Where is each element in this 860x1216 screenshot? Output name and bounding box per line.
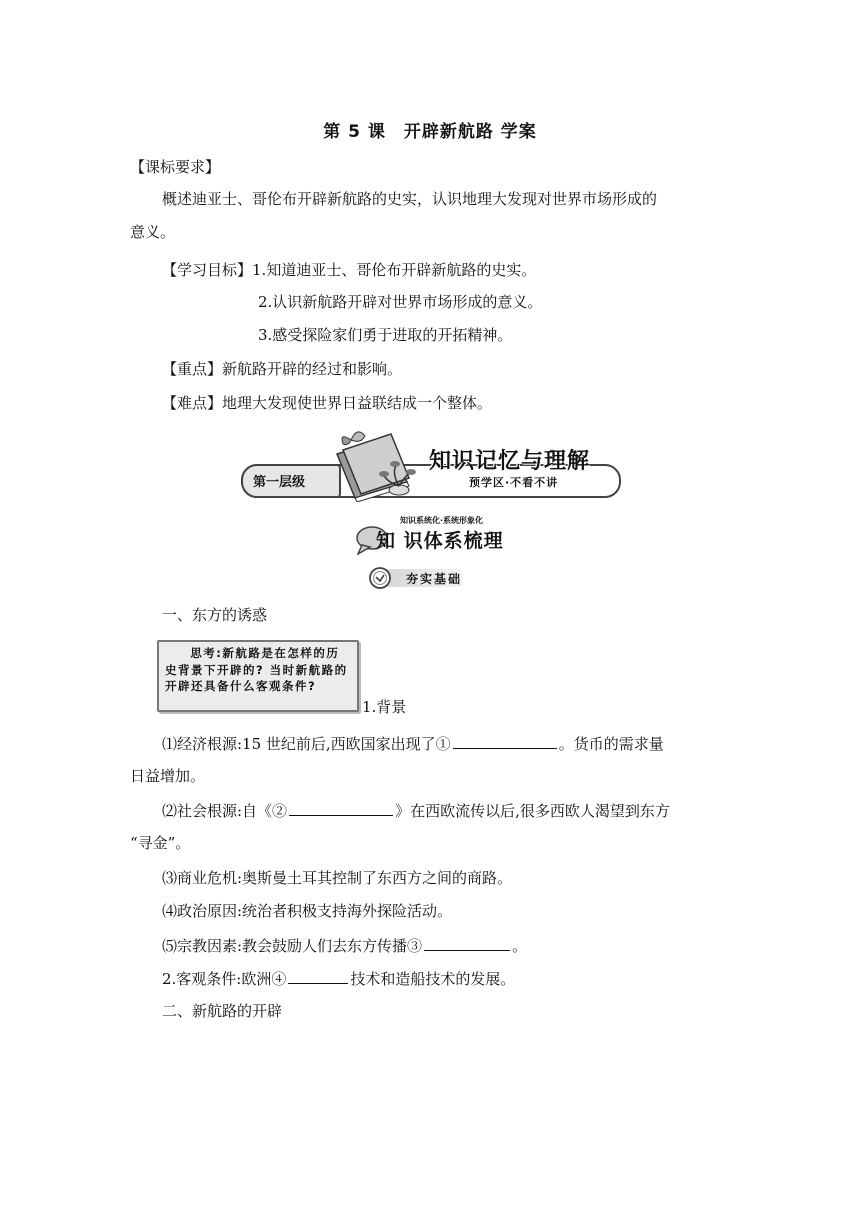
- background-p5: [162, 935, 527, 956]
- background-p1-cont: 日益增加。: [130, 767, 206, 785]
- level-banner: [241, 424, 621, 514]
- difficulty-label: 【难点】: [162, 394, 223, 412]
- banner-title: 知识记忆与理解: [429, 449, 591, 474]
- think-box: [157, 640, 359, 712]
- conditions-text-b: 技术和造船技术的发展。: [350, 970, 516, 988]
- difficulty: [162, 393, 492, 413]
- blank-4[interactable]: [288, 968, 348, 984]
- section1-heading: 一、东方的诱惑: [162, 606, 268, 624]
- curriculum-body-line1: 概述迪亚士、哥伦布开辟新航路的史实，认识地理大发现对世界市场形成的: [162, 190, 658, 208]
- objectives-row1: [162, 260, 536, 280]
- difficulty-text: 地理大发现使世界日益联结成一个整体。: [222, 394, 493, 412]
- blank-3[interactable]: [424, 935, 510, 951]
- think-box-text: 思考:新航路是在怎样的历史背景下开辟的? 当时新航路的开辟还具备什么客观条件?: [165, 646, 348, 693]
- key-point: [162, 359, 402, 379]
- key-point-text: 新航路开辟的经过和影响。: [222, 360, 403, 378]
- page-title: 第 5 课 开辟新航路 学案: [323, 122, 537, 142]
- p5-text-b: 。: [512, 937, 528, 955]
- background-heading: 1.背景: [362, 698, 407, 716]
- book-butterfly-icon: [329, 424, 429, 502]
- objective-item-2: 2.认识新航路开辟对世界市场形成的意义。: [258, 293, 543, 311]
- blank-2[interactable]: [289, 800, 393, 816]
- objective-conditions: [162, 968, 515, 989]
- curriculum-heading: 【课标要求】: [130, 158, 221, 176]
- section-head-small: 知识系统化·系统形象化: [400, 516, 484, 525]
- curriculum-body-line2: 意义。: [130, 223, 176, 241]
- background-p2-cont: “寻金”。: [130, 834, 191, 852]
- p5-text-a: ⑸宗教因素:教会鼓励人们去东方传播③: [162, 937, 423, 955]
- background-p1: [162, 733, 664, 754]
- background-p3: ⑶商业危机:奥斯曼土耳其控制了东西方之间的商路。: [162, 869, 513, 887]
- p2-text-b: 》在西欧流传以后,很多西欧人渴望到东方: [395, 802, 670, 820]
- p2-text-a: ⑵社会根源:自《②: [162, 802, 288, 820]
- tag-text: 夯实基础: [406, 572, 463, 586]
- p1-text-b: 。货币的需求量: [558, 735, 664, 753]
- background-p4: ⑷政治原因:统治者积极支持海外探险活动。: [162, 902, 453, 920]
- foundation-tag: [368, 566, 464, 590]
- section2-heading: 二、新航路的开辟: [162, 1002, 283, 1020]
- p1-text-a: ⑴经济根源:15 世纪前后,西欧国家出现了①: [162, 735, 451, 753]
- key-point-label: 【重点】: [162, 360, 223, 378]
- blank-1[interactable]: [453, 733, 557, 749]
- objectives-label: 【学习目标】: [162, 261, 253, 279]
- objective-item-1: 1.知道迪亚士、哥伦布开辟新航路的史实。: [252, 261, 537, 279]
- banner-level-label: 第一层级: [253, 475, 306, 490]
- conditions-text-a: 2.客观条件:欧洲④: [162, 970, 287, 988]
- banner-subtitle: 预学区·不看不讲: [469, 476, 559, 489]
- section-heading-graphic: [356, 515, 516, 555]
- section-head-big: 知 识体系梳理: [376, 530, 504, 552]
- objective-item-3: 3.感受探险家们勇于进取的开拓精神。: [258, 326, 513, 344]
- background-p2: [162, 800, 670, 821]
- clock-icon: [368, 566, 392, 590]
